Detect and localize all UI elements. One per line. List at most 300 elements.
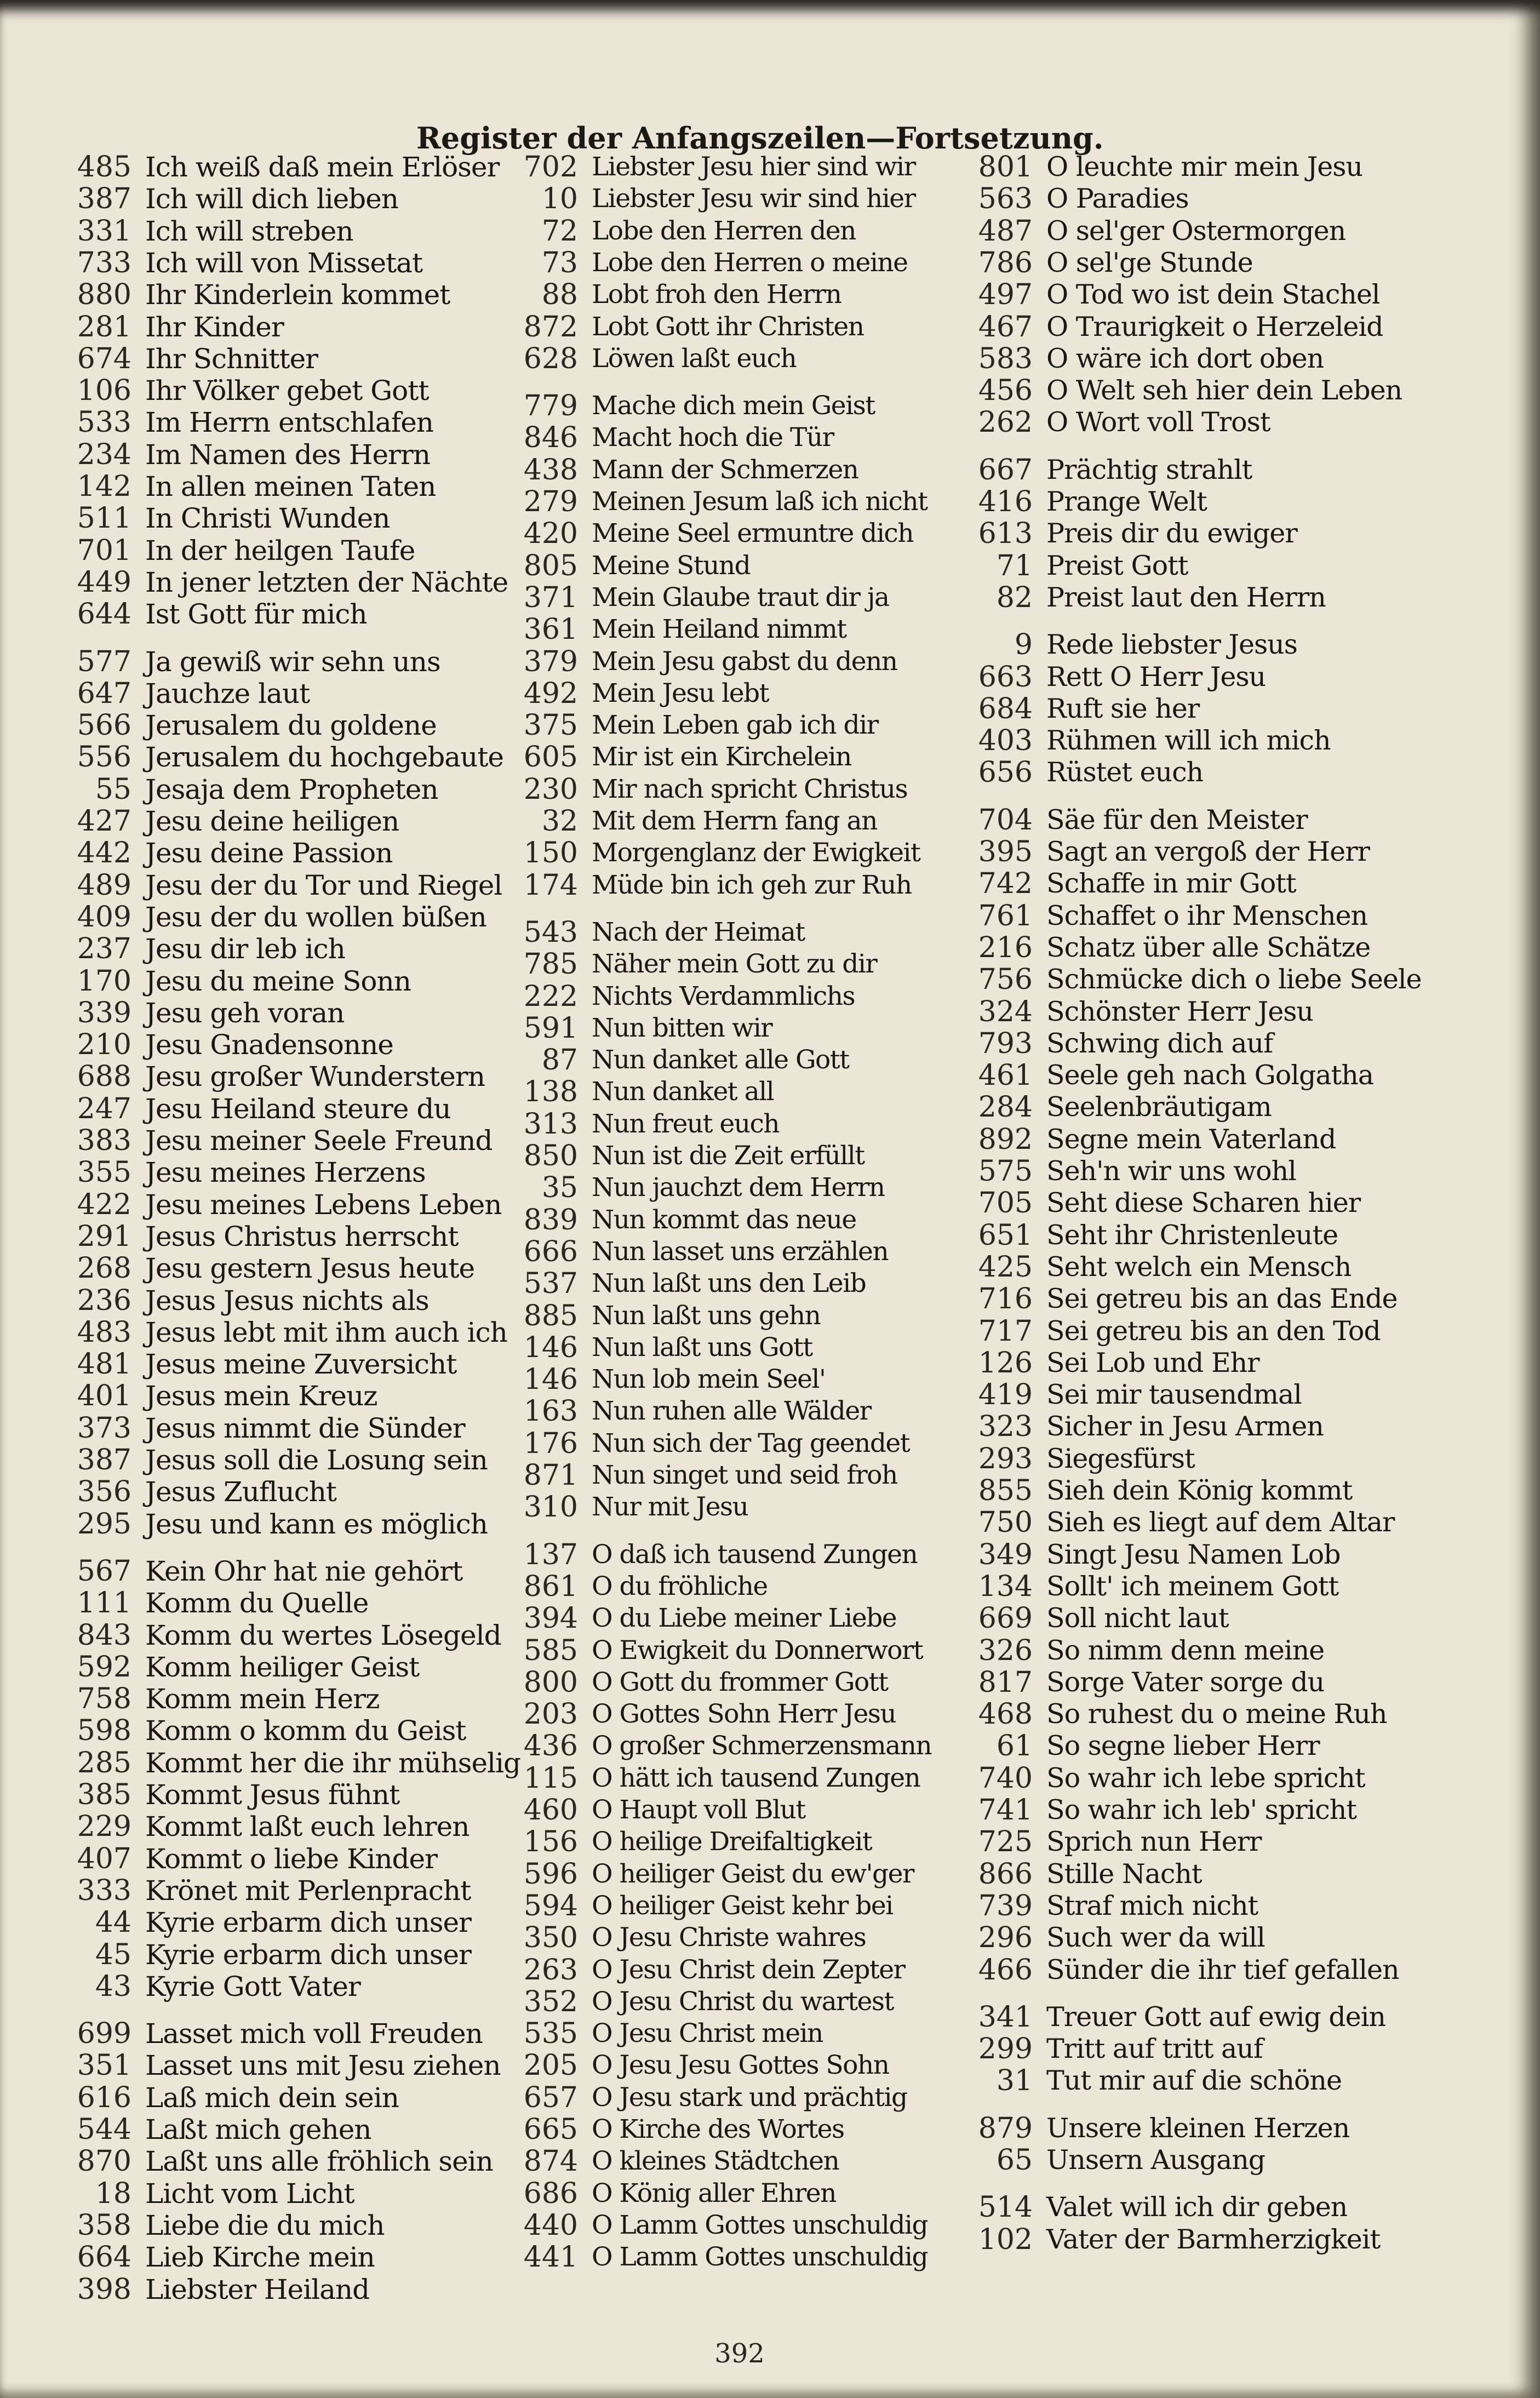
first-line-text: Kommt her die ihr mühselig [145,1747,521,1779]
first-line-text: O Ewigkeit du Donnerwort [592,1635,923,1666]
first-line-text: Mache dich mein Geist [592,391,875,421]
first-line-text: Mein Leben gab ich dir [592,710,878,741]
hymn-number: 32 [541,805,578,838]
hymn-number: 55 [95,772,131,806]
hymn-number: 170 [77,964,131,998]
first-line-text: Kyrie Gott Vater [145,1970,360,2002]
hymn-number: 885 [523,1299,578,1332]
hymn-number: 870 [77,2145,131,2178]
first-line-text: Kein Ohr hat nie gehört [145,1555,463,1587]
hymn-number: 234 [77,438,131,471]
hymn-number: 651 [978,1218,1033,1252]
hymn-number: 839 [523,1203,578,1237]
hymn-number: 126 [978,1346,1033,1380]
first-line-text: In der heilgen Taufe [145,534,415,566]
first-line-text: Lasset mich voll Freuden [145,2018,483,2050]
first-line-text: Liebster Jesu hier sind wir [592,152,915,182]
hymn-number: 874 [523,2145,578,2178]
hymn-number: 291 [77,1220,131,1253]
hymn-number: 356 [77,1475,131,1509]
first-line-text: Preist Gott [1046,550,1188,581]
first-line-text: Unsere kleinen Herzen [1046,2112,1350,2144]
first-line-text: O sel'ger Ostermorgen [1046,215,1346,247]
first-line-text: Jesus lebt mit ihm auch ich [145,1316,507,1348]
hymn-number: 395 [978,835,1033,868]
hymn-number: 716 [978,1283,1033,1316]
first-line-text: Seelenbräutigam [1046,1091,1272,1123]
first-line-text: Jesus Christus herrscht [145,1220,459,1252]
first-line-text: O König aller Ehren [592,2178,836,2208]
first-line-text: In Christi Wunden [145,502,390,535]
first-line-text: O Jesu Christ du wartest [592,1986,894,2017]
first-line-text: O Gottes Sohn Herr Jesu [592,1699,896,1730]
hymn-number: 138 [523,1075,578,1109]
hymn-number: 35 [541,1171,578,1205]
first-line-text: O heiliger Geist du ew'ger [592,1858,914,1889]
hymn-number: 375 [523,709,578,742]
hymn-number: 702 [523,151,578,184]
hymn-number: 111 [77,1587,131,1620]
hymn-number: 701 [77,534,131,567]
hymn-number: 533 [77,406,131,439]
hymn-number: 742 [978,867,1033,901]
hymn-number: 872 [523,310,578,344]
first-line-text: Seh'n wir uns wohl [1046,1155,1296,1187]
first-line-text: Sei mir tausendmal [1046,1379,1302,1411]
hymn-number: 210 [77,1028,131,1062]
hymn-number: 596 [523,1857,578,1891]
hymn-number: 461 [978,1059,1033,1092]
hymn-number: 142 [77,470,131,503]
first-line-text: Nun laßt uns den Leib [592,1268,866,1299]
hymn-number: 665 [523,2113,578,2146]
first-line-text: Sei Lob und Ehr [1046,1347,1260,1378]
hymn-number: 487 [978,214,1033,248]
first-line-text: Jesu großer Wunderstern [145,1061,485,1093]
hymn-number: 379 [523,645,578,678]
hymn-number: 575 [978,1155,1033,1188]
hymn-number: 293 [978,1442,1033,1475]
hymn-number: 351 [77,2049,131,2082]
hymn-number: 861 [523,1570,578,1603]
first-line-text: Nun danket all [592,1077,774,1107]
first-line-text: O daß ich tausend Zungen [592,1539,918,1570]
first-line-text: Lobt Gott ihr Christen [592,311,864,342]
hymn-number: 543 [523,915,578,949]
hymn-number: 669 [978,1602,1033,1635]
first-line-text: In jener letzten der Nächte [145,566,508,598]
hymn-number: 556 [77,741,131,774]
first-line-text: Schwing dich auf [1046,1027,1273,1059]
first-line-text: Ich will streben [145,215,353,247]
hymn-number: 666 [523,1235,578,1268]
first-line-text: Jesus nimmt die Sünder [145,1412,465,1444]
hymn-number: 296 [978,1921,1033,1955]
hymn-number: 880 [77,278,131,312]
hymn-number: 779 [523,390,578,423]
first-line-text: Sicher in Jesu Armen [1046,1411,1324,1443]
hymn-number: 281 [77,310,131,344]
hymn-number: 800 [523,1666,578,1699]
hymn-number: 567 [77,1554,131,1588]
first-line-text: O leuchte mir mein Jesu [1046,151,1362,182]
first-line-text: Seele geh nach Golgatha [1046,1060,1374,1091]
hymn-number: 594 [523,1889,578,1922]
hymn-number: 137 [523,1538,578,1571]
hymn-number: 656 [978,756,1033,789]
hymn-number: 537 [523,1267,578,1301]
hymn-number: 82 [996,581,1033,614]
first-line-text: Komm o komm du Geist [145,1715,466,1747]
hymn-number: 350 [523,1921,578,1955]
hymn-number: 65 [996,2144,1033,2177]
first-line-text: Prächtig strahlt [1046,454,1252,485]
first-line-text: Nun laßt uns gehn [592,1300,821,1331]
first-line-text: Liebster Heiland [145,2273,370,2305]
hymn-number: 616 [77,2081,131,2114]
first-line-text: Schaffet o ihr Menschen [1046,900,1368,931]
first-line-text: Ihr Kinderlein kommet [145,279,450,311]
hymn-number: 460 [523,1794,578,1827]
hymn-number: 879 [978,2111,1033,2145]
first-line-text: Macht hoch die Tür [592,422,834,453]
first-line-text: Nach der Heimat [592,917,805,947]
hymn-number: 422 [77,1188,131,1221]
first-line-text: Mein Glaube traut dir ja [592,582,889,613]
first-line-text: Nun ist die Zeit erfüllt [592,1141,865,1171]
first-line-text: Sprich nun Herr [1046,1826,1262,1858]
first-line-text: Jesu und kann es möglich [145,1508,488,1540]
hymn-number: 31 [996,2064,1033,2098]
hymn-number: 786 [978,246,1033,279]
first-line-text: Mein Jesu gabst du denn [592,646,897,677]
hymn-number: 106 [77,374,131,408]
first-line-text: Jesus Jesus nichts als [145,1284,429,1317]
first-line-text: Jesus mein Kreuz [145,1380,377,1412]
first-line-text: O Jesu stark und prächtig [592,2082,907,2113]
hymn-number: 628 [523,342,578,375]
hymn-number: 866 [978,1857,1033,1891]
first-line-text: So segne lieber Herr [1046,1730,1320,1762]
first-line-text: Kommt Jesus fühnt [145,1779,400,1811]
first-line-text: Jesus meine Zuversicht [145,1348,457,1381]
hymn-number: 489 [77,868,131,902]
first-line-text: Schönster Herr Jesu [1046,995,1313,1027]
hymn-number: 699 [77,2017,131,2051]
first-line-text: Komm heiliger Geist [145,1651,420,1683]
hymn-number: 45 [95,1938,131,1971]
first-line-text: O heiliger Geist kehr bei [592,1890,893,1921]
hymn-number: 793 [978,1027,1033,1060]
first-line-text: Nun laßt uns Gott [592,1332,812,1363]
hymn-number: 263 [523,1953,578,1987]
first-line-text: Komm du Quelle [145,1587,369,1619]
hymn-number: 705 [978,1187,1033,1220]
hymn-number: 514 [978,2191,1033,2224]
first-line-text: O großer Schmerzensmann [592,1731,932,1761]
hymn-number: 456 [978,374,1033,408]
hymn-number: 339 [77,996,131,1029]
first-line-text: Liebe die du mich [145,2209,385,2241]
first-line-text: Ihr Schnitter [145,342,318,375]
first-line-text: Jerusalem du goldene [145,709,437,742]
first-line-text: O Paradies [1046,183,1189,215]
first-line-text: So ruhest du o meine Ruh [1046,1698,1387,1730]
hymn-number: 440 [523,2208,578,2242]
hymn-number: 216 [978,931,1033,964]
first-line-text: Nun lasset uns erzählen [592,1236,889,1267]
first-line-text: Prange Welt [1046,486,1207,517]
first-line-text: In allen meinen Taten [145,471,436,502]
first-line-text: Ich will dich lieben [145,183,398,215]
hymn-number: 115 [523,1761,578,1795]
hymn-number: 146 [523,1331,578,1364]
first-line-text: Laßt mich gehen [145,2114,371,2145]
hymn-number: 156 [523,1825,578,1859]
hymn-number: 237 [77,932,131,966]
hymn-number: 279 [523,485,578,518]
first-line-text: Nun lob mein Seel' [592,1364,826,1395]
first-line-text: O Traurigkeit o Herzeleid [1046,311,1383,342]
hymn-number: 686 [523,2177,578,2210]
hymn-number: 613 [978,517,1033,551]
first-line-text: Mir ist ein Kirchelein [592,742,851,772]
hymn-number: 324 [978,995,1033,1028]
hymn-number: 563 [978,182,1033,216]
first-line-text: Jerusalem du hochgebaute [145,741,504,774]
first-line-text: Ich will von Missetat [145,247,423,279]
hymn-number: 667 [978,453,1033,487]
hymn-number: 441 [523,2241,578,2274]
hymn-number: 466 [978,1953,1033,1987]
hymn-number: 134 [978,1570,1033,1603]
hymn-number: 268 [77,1252,131,1285]
first-line-text: Jesu Heiland steure du [145,1092,451,1125]
first-line-text: Laßt uns alle fröhlich sein [145,2145,493,2178]
first-line-text: Säe für den Meister [1046,804,1308,835]
hymn-number: 817 [978,1666,1033,1699]
first-line-text: Krönet mit Perlenpracht [145,1874,471,1907]
first-line-text: O heilige Dreifaltigkeit [592,1827,872,1857]
hymn-number: 371 [523,581,578,614]
hymn-number: 61 [996,1730,1033,1763]
hymn-number: 73 [541,246,578,279]
hymn-number: 805 [523,549,578,582]
first-line-text: Sollt' ich meinem Gott [1046,1570,1339,1602]
first-line-text: Jesu meines Lebens Leben [145,1188,502,1221]
first-line-text: Kyrie erbarm dich unser [145,1938,471,1971]
first-line-text: Treuer Gott auf ewig dein [1046,2001,1386,2033]
first-line-text: Stille Nacht [1046,1858,1202,1890]
hymn-number: 409 [77,900,131,934]
first-line-text: O du fröhliche [592,1571,768,1601]
hymn-number: 10 [541,182,578,216]
hymn-number: 174 [523,868,578,902]
hymn-number: 333 [77,1874,131,1907]
first-line-text: Nun kommt das neue [592,1204,856,1235]
hymn-number: 436 [523,1730,578,1763]
first-line-text: Kommt o liebe Kinder [145,1842,438,1875]
first-line-text: Lieb Kirche mein [145,2241,375,2274]
first-line-text: Ich weiß daß mein Erlöser [145,151,500,183]
hymn-number: 43 [95,1970,131,2003]
hymn-number: 361 [523,613,578,646]
hymn-number: 663 [978,660,1033,694]
first-line-text: Morgenglanz der Ewigkeit [592,838,920,868]
hymn-number: 871 [523,1459,578,1492]
first-line-text: O sel'ge Stunde [1046,247,1253,278]
hymn-number: 72 [541,214,578,248]
first-line-text: O Gott du frommer Gott [592,1667,888,1697]
hymn-number: 373 [77,1411,131,1445]
first-line-text: Jesu der du Tor und Riegel [145,869,502,901]
first-line-text: Schmücke dich o liebe Seele [1046,964,1422,995]
first-line-text: Straf mich nicht [1046,1890,1258,1921]
first-line-text: Lobt froh den Herrn [592,279,841,310]
first-line-text: Jesu du meine Sonn [145,965,411,997]
hymn-number: 341 [978,2000,1033,2034]
first-line-text: O kleines Städtchen [592,2146,839,2177]
first-line-text: Schaffe in mir Gott [1046,868,1296,900]
hymn-number: 419 [978,1378,1033,1412]
hymn-number: 87 [541,1044,578,1077]
first-line-text: Ja gewiß wir sehn uns [145,645,440,678]
hymn-number: 511 [77,502,131,535]
first-line-text: Sei getreu bis an das Ende [1046,1283,1398,1315]
first-line-text: O Jesu Jesu Gottes Sohn [592,2050,889,2081]
first-line-text: O Jesu Christe wahres [592,1922,866,1953]
hymn-number: 758 [77,1682,131,1716]
hymn-number: 387 [77,1444,131,1476]
first-line-text: Laß mich dein sein [145,2081,399,2114]
first-line-text: Seht ihr Christenleute [1046,1219,1338,1251]
hymn-number: 449 [77,565,131,599]
first-line-text: Seht welch ein Mensch [1046,1251,1352,1283]
first-line-text: Ist Gott für mich [145,598,367,631]
hymn-number: 497 [978,278,1033,312]
first-line-text: Singt Jesu Namen Lob [1046,1538,1341,1570]
first-line-text: Meine Seel ermuntre dich [592,518,914,549]
hymn-number: 310 [523,1491,578,1524]
first-line-text: Mit dem Herrn fang an [592,806,877,836]
hymn-number: 846 [523,421,578,455]
first-line-text: O Jesu Christ mein [592,2018,823,2049]
first-line-text: Jesu Gnadensonne [145,1029,393,1061]
first-line-text: Näher mein Gott zu dir [592,949,877,980]
first-line-text: Jesu gestern Jesus heute [145,1252,475,1285]
hymn-number: 843 [77,1618,131,1652]
hymn-number: 229 [77,1810,131,1844]
first-line-text: O Wort voll Trost [1046,407,1270,438]
hymn-number: 756 [978,963,1033,997]
hymn-number: 485 [77,151,131,184]
first-line-text: Licht vom Licht [145,2177,354,2210]
first-line-text: Tut mir auf die schöne [1046,2065,1342,2097]
hymn-number: 387 [77,182,131,216]
first-line-text: Ruft sie her [1046,692,1200,724]
hymn-number: 492 [523,677,578,710]
hymn-number: 598 [77,1714,131,1748]
hymn-number: 761 [978,899,1033,932]
first-line-text: O Welt seh hier dein Leben [1046,375,1402,407]
first-line-text: Mein Jesu lebt [592,678,769,708]
hymn-number: 326 [978,1634,1033,1667]
hymn-number: 295 [77,1507,131,1541]
hymn-number: 163 [523,1395,578,1428]
hymn-number: 657 [523,2081,578,2114]
hymn-number: 591 [523,1011,578,1045]
first-line-text: Kyrie erbarm dich unser [145,1907,471,1939]
hymn-number: 385 [77,1778,131,1811]
hymn-number: 442 [77,837,131,870]
hymn-number: 674 [77,342,131,375]
first-line-text: Mann der Schmerzen [592,454,858,485]
hymn-number: 71 [996,549,1033,582]
first-line-text: Lobe den Herren o meine [592,247,908,278]
hymn-number: 416 [978,485,1033,518]
first-line-text: Sieh es liegt auf dem Altar [1046,1507,1395,1538]
hymn-number: 717 [978,1314,1033,1348]
first-line-text: Soll nicht laut [1046,1603,1229,1634]
first-line-text: Sünder die ihr tief gefallen [1046,1954,1399,1985]
first-line-text: Kommt laßt euch lehren [145,1811,470,1843]
hymn-number: 284 [978,1091,1033,1124]
hymn-number: 801 [978,151,1033,184]
first-line-text: O hätt ich tausend Zungen [592,1762,920,1793]
first-line-text: Komm du wertes Lösegeld [145,1619,501,1651]
hymn-number: 146 [523,1363,578,1397]
hymn-number: 203 [523,1698,578,1731]
hymn-number: 176 [523,1427,578,1460]
hymn-number: 647 [77,677,131,710]
hymn-number: 323 [978,1410,1033,1444]
hymn-number: 704 [978,803,1033,837]
page-header: Register der Anfangszeilen—Fortsetzung. [416,121,1104,156]
first-line-text: Valet will ich dir geben [1046,2191,1348,2223]
hymn-number: 407 [77,1842,131,1875]
hymn-number: 733 [77,246,131,279]
first-line-text: Liebster Jesu wir sind hier [592,184,915,214]
hymn-number: 566 [77,709,131,742]
first-line-text: Jesus soll die Losung sein [145,1444,488,1476]
hymn-number: 401 [77,1380,131,1413]
first-line-text: Meine Stund [592,550,751,581]
first-line-text: So nimm denn meine [1046,1634,1325,1666]
first-line-text: Rett O Herr Jesu [1046,661,1266,692]
first-line-text: Müde bin ich geh zur Ruh [592,869,912,900]
first-line-text: O wäre ich dort oben [1046,342,1324,374]
first-line-text: Im Herrn entschlafen [145,407,433,439]
first-line-text: Jesu geh voran [145,997,345,1029]
first-line-text: Jesu meiner Seele Freund [145,1125,493,1157]
hymn-number: 664 [77,2241,131,2274]
first-line-text: Mein Heiland nimmt [592,614,846,645]
first-line-text: O Jesu Christ dein Zepter [592,1954,905,1985]
first-line-text: O Kirche des Wortes [592,2114,844,2144]
hymn-number: 383 [77,1124,131,1157]
first-line-text: Sagt an vergoß der Herr [1046,836,1370,867]
hymn-number: 425 [978,1250,1033,1284]
first-line-text: Nun sich der Tag geendet [592,1428,910,1458]
hymn-number: 468 [978,1698,1033,1731]
hymn-number: 605 [523,741,578,774]
first-line-text: O du Liebe meiner Liebe [592,1603,897,1634]
first-line-text: Rühmen will ich mich [1046,725,1331,757]
hymn-number: 592 [77,1650,131,1684]
hymn-number: 785 [523,948,578,981]
hymn-number: 236 [77,1284,131,1317]
first-line-text: Jesu deine heiligen [145,805,399,837]
